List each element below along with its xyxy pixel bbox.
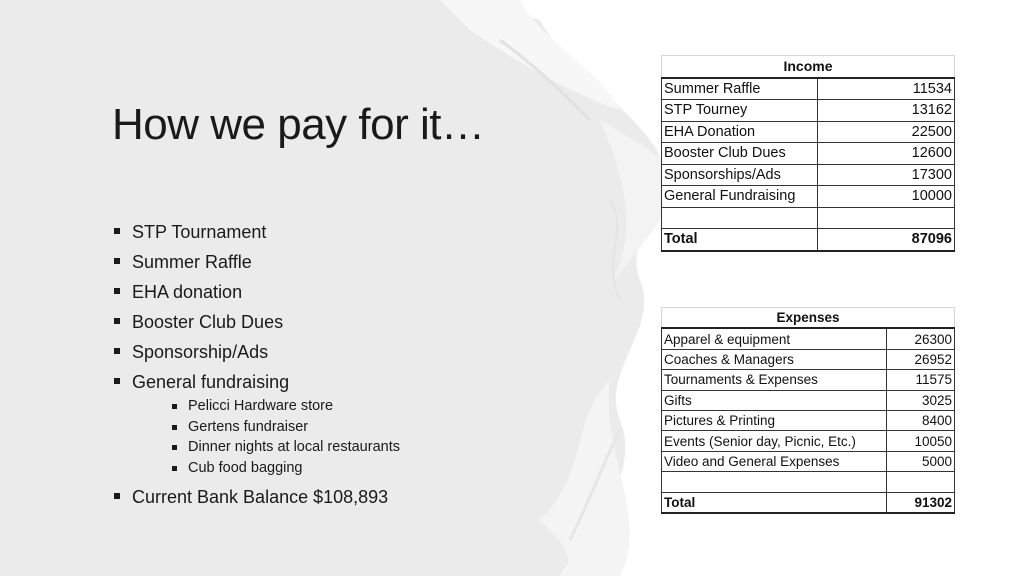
table-cell-value: 10000 <box>818 186 955 208</box>
table-header-row <box>662 308 955 329</box>
list-item <box>112 278 400 308</box>
table-cell-value: 12600 <box>818 143 955 165</box>
square-bullet-icon <box>114 228 120 234</box>
expenses-header: Expenses <box>662 308 955 329</box>
table-header-row <box>662 56 955 78</box>
table-cell-empty <box>662 207 818 229</box>
table-cell-empty <box>662 472 887 492</box>
table-cell-label: Coaches & Managers <box>662 349 887 369</box>
table-cell-value: 3025 <box>887 390 955 410</box>
table-row <box>662 121 955 143</box>
sub-list-item <box>170 437 400 458</box>
slide-title: How we pay for it… <box>112 100 485 149</box>
square-bullet-icon <box>114 288 120 294</box>
table-row <box>662 451 955 471</box>
table-cell-label: General Fundraising <box>662 186 818 208</box>
square-bullet-icon <box>114 493 120 499</box>
bank-balance-label: Current Bank Balance $108,893 <box>132 486 389 507</box>
table-cell-value: 13162 <box>818 100 955 122</box>
table-cell-label: Booster Club Dues <box>662 143 818 165</box>
table-cell-empty <box>887 472 955 492</box>
table-total-row <box>662 492 955 513</box>
square-bullet-icon <box>114 378 120 384</box>
income-total-label: Total <box>662 229 818 251</box>
table-cell-value: 11575 <box>887 370 955 390</box>
list-item-label: EHA donation <box>132 282 243 302</box>
table-cell-label: STP Tourney <box>662 100 818 122</box>
table-cell-value: 11534 <box>818 78 955 100</box>
table-cell-label: Summer Raffle <box>662 78 818 100</box>
table-row <box>662 100 955 122</box>
table-cell-value: 26952 <box>887 349 955 369</box>
list-item <box>112 368 400 479</box>
table-cell-value: 26300 <box>887 328 955 349</box>
list-item <box>112 308 400 338</box>
table-row-empty <box>662 207 955 229</box>
table-row <box>662 431 955 451</box>
table-cell-value: 22500 <box>818 121 955 143</box>
square-bullet-icon <box>172 404 177 409</box>
income-table <box>661 55 955 252</box>
list-item-label: General fundraising <box>132 372 290 392</box>
expenses-total-label: Total <box>662 492 887 513</box>
square-bullet-icon <box>114 258 120 264</box>
list-item-label: Summer Raffle <box>132 252 252 272</box>
table-row <box>662 78 955 100</box>
table-cell-label: Tournaments & Expenses <box>662 370 887 390</box>
sub-list-item <box>170 396 400 417</box>
square-bullet-icon <box>114 348 120 354</box>
list-item-label: STP Tournament <box>132 222 267 242</box>
expenses-table <box>661 307 955 514</box>
table-row <box>662 143 955 165</box>
square-bullet-icon <box>172 425 177 430</box>
list-item <box>112 218 400 248</box>
table-cell-label: Events (Senior day, Picnic, Etc.) <box>662 431 887 451</box>
sub-list-item-label: Pelicci Hardware store <box>188 398 334 414</box>
funding-source-list <box>112 218 400 513</box>
table-cell-label: Gifts <box>662 390 887 410</box>
table-cell-value: 5000 <box>887 451 955 471</box>
table-cell-value: 17300 <box>818 164 955 186</box>
table-cell-label: Sponsorships/Ads <box>662 164 818 186</box>
square-bullet-icon <box>172 466 177 471</box>
table-cell-value: 10050 <box>887 431 955 451</box>
table-cell-label: EHA Donation <box>662 121 818 143</box>
table-row <box>662 370 955 390</box>
table-total-row <box>662 229 955 251</box>
table-row <box>662 186 955 208</box>
square-bullet-icon <box>172 445 177 450</box>
sub-list-item <box>170 458 400 479</box>
table-cell-value: 8400 <box>887 410 955 430</box>
sub-list-item-label: Gertens fundraiser <box>188 418 309 435</box>
expenses-total-value: 91302 <box>887 492 955 513</box>
table-row-empty <box>662 472 955 492</box>
square-bullet-icon <box>114 318 120 324</box>
table-cell-label: Apparel & equipment <box>662 328 887 349</box>
income-header: Income <box>662 56 955 78</box>
table-cell-label: Video and General Expenses <box>662 451 887 471</box>
table-row <box>662 410 955 430</box>
sub-list-item-label: Cub food bagging <box>188 460 303 477</box>
table-row <box>662 328 955 349</box>
table-row <box>662 349 955 369</box>
sub-list-item <box>170 417 400 438</box>
sub-list-item-label: Dinner nights at local restaurants <box>188 439 400 456</box>
table-cell-label: Pictures & Printing <box>662 410 887 430</box>
table-cell-empty <box>818 207 955 229</box>
list-item <box>112 483 400 513</box>
table-row <box>662 164 955 186</box>
list-item <box>112 248 400 278</box>
list-item-label: Booster Club Dues <box>132 312 284 332</box>
fundraising-sub-list <box>132 396 400 479</box>
list-item-label: Sponsorship/Ads <box>132 342 269 362</box>
income-total-value: 87096 <box>818 229 955 251</box>
table-row <box>662 390 955 410</box>
list-item <box>112 338 400 368</box>
